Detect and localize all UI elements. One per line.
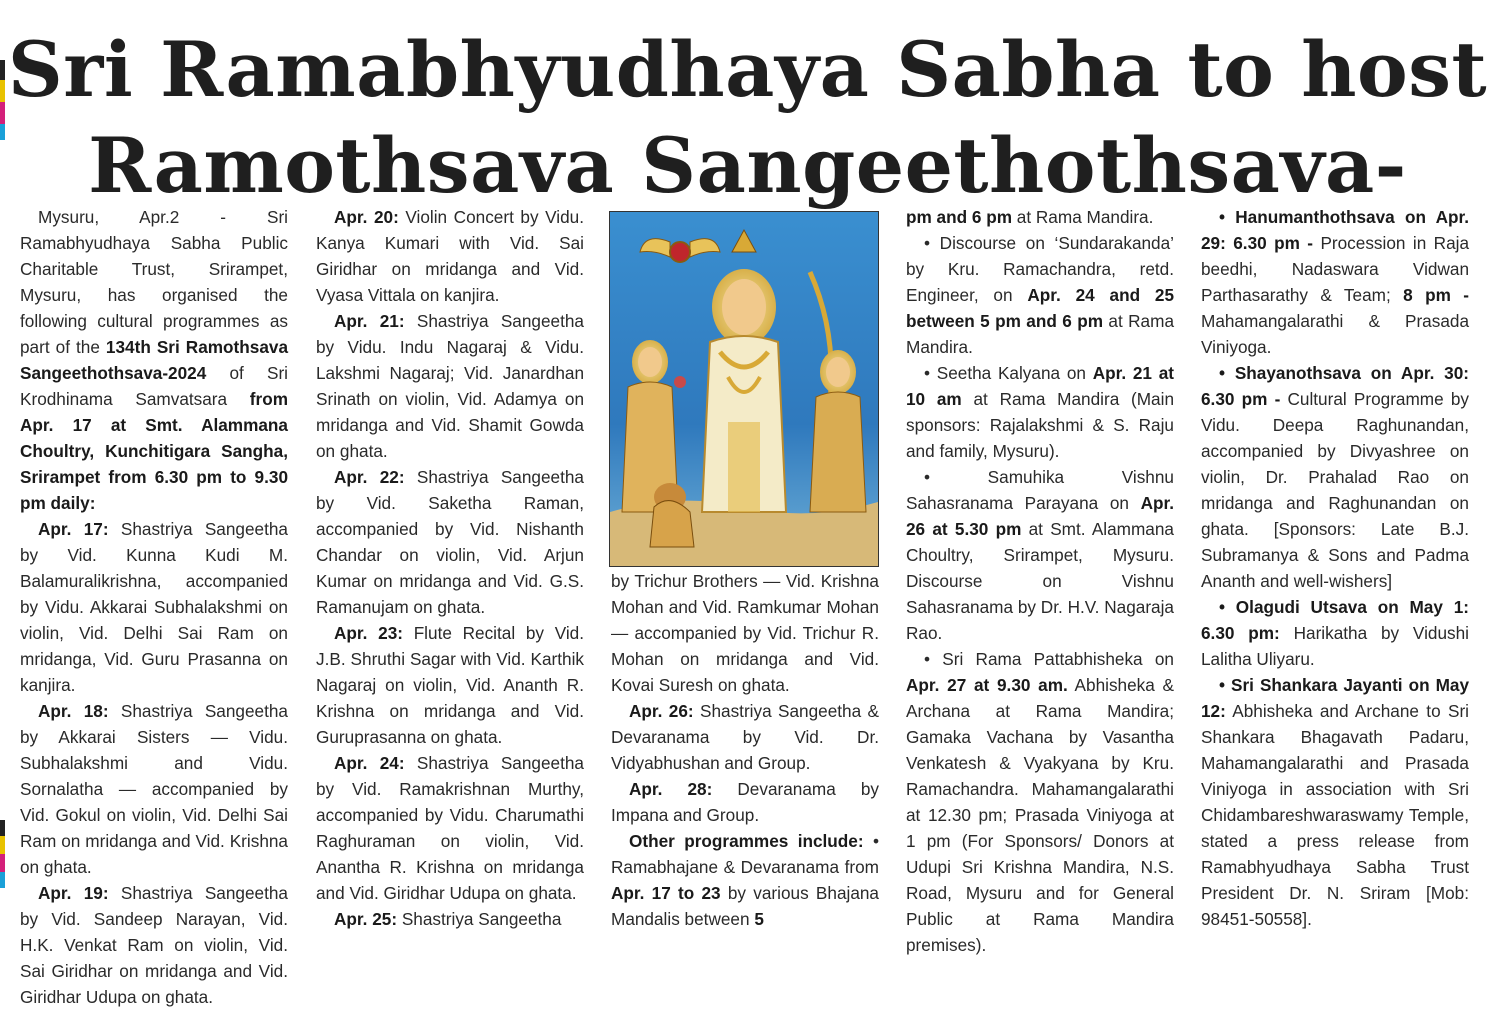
article-column-5 <box>1201 204 1469 932</box>
article-paragraph <box>20 880 288 1010</box>
bold-text-run: Apr. 18: <box>38 701 109 721</box>
bold-text-run: pm and 6 pm <box>906 207 1013 227</box>
article-paragraph <box>611 698 879 776</box>
article-paragraph <box>20 516 288 698</box>
article-paragraph <box>316 620 584 750</box>
bold-text-run: • Shayanothsava on Apr. 30: 6.30 pm - <box>1201 363 1469 409</box>
text-run: at Smt. Alammana Choultry, Srirampet, Mysuru. Discourse on Vishnu Sahasranama by Dr. H.V. Nagaraja Rao. <box>906 519 1174 643</box>
text-run: • Samuhika Vishnu Sahasranama Parayana on <box>906 467 1174 513</box>
bold-text-run: from Apr. 17 at Smt. Alammana Choultry, Kunchitigara Sangha, Srirampet from 6.30 pm to 9.30 pm daily: <box>20 389 288 513</box>
article-paragraph <box>20 698 288 880</box>
text-run: Harikatha by Vidushi Lalitha Uliyaru. <box>1201 623 1469 669</box>
bold-text-run: Apr. 17: <box>38 519 109 539</box>
bold-text-run: • Hanumanthothsava on Apr. 29: 6.30 pm - <box>1201 207 1469 253</box>
bold-text-run: 5 <box>754 909 764 929</box>
headline-line-1: Sri Ramabhyudhaya Sabha to host <box>7 25 1488 114</box>
bold-text-run: Apr. 17 to 23 <box>611 883 721 903</box>
article-paragraph <box>906 230 1174 360</box>
text-run: Mahamangalarathi & Prasada Viniyoga. <box>1201 311 1469 357</box>
text-run: at Rama Mandira (Main sponsors: Rajalakshmi & S. Raju and family, Mysuru). <box>906 389 1174 461</box>
article-paragraph <box>611 776 879 828</box>
bold-text-run: Apr. 19: <box>38 883 109 903</box>
text-run: • Seetha Kalyana on <box>924 363 1093 383</box>
article-paragraph <box>906 464 1174 646</box>
text-run: • Ramabhajane & Devaranama from <box>611 831 879 877</box>
text-run: Devaranama by Impana and Group. <box>611 779 879 825</box>
article-paragraph <box>906 646 1174 958</box>
article-paragraph <box>316 464 584 620</box>
bold-text-run: 8 pm - <box>1403 285 1469 305</box>
article-paragraph <box>906 360 1174 464</box>
bold-text-run: Apr. 24: <box>334 753 405 773</box>
bold-text-run: Apr. 20: <box>334 207 399 227</box>
text-run: Procession in Raja beedhi, Nadaswara Vidwan Parthasarathy & Team; <box>1201 233 1470 305</box>
text-run: Cultural Programme by Vidu. Deepa Raghunandan, accompanied by Divyashree on violin, Dr. Prahalad Rao on mridanga and Raghunandan on ghata. [Sponsors: Late B.J. Subramanya & Sons and Padma Ananth and well-wishers] <box>1201 389 1469 591</box>
text-run: Mysuru, Apr.2 - Sri Ramabhyudhaya Sabha Public Charitable Trust, Srirampet, Mysuru, has organised the following cultural programmes as part of the <box>20 207 288 357</box>
bold-text-run: Apr. 26 at 5.30 pm <box>906 493 1174 539</box>
rama-parivar-painting-image <box>609 211 879 567</box>
bold-text-run: Apr. 26: <box>629 701 694 721</box>
article-paragraph <box>316 204 584 308</box>
bold-text-run: Apr. 23: <box>334 623 403 643</box>
article-column-3 <box>611 568 879 932</box>
print-registration-mark <box>0 872 5 888</box>
bold-text-run: Apr. 24 and 25 between 5 pm and 6 pm <box>906 285 1174 331</box>
article-paragraph <box>20 204 288 516</box>
article-paragraph <box>611 828 879 932</box>
print-registration-mark <box>0 854 5 872</box>
article-paragraph <box>1201 360 1469 594</box>
bold-text-run: Apr. 28: <box>629 779 713 799</box>
article-paragraph <box>1201 204 1469 360</box>
text-run: Shastriya Sangeetha by Akkarai Sisters — Vidu. Subhalakshmi and Vidu. Sornalatha — accompanied by Vid. Gokul on violin, Vid. Delhi Sai Ram on mridanga and Vid. Krishna on ghata. <box>20 701 288 877</box>
bold-text-run: Apr. 27 at 9.30 am. <box>906 675 1068 695</box>
text-run: Abhisheka & Archana at Rama Mandira; Gamaka Vachana by Vasantha Venkatesh & Vyakyana by Kru. Ramachandra. Mahamangalarathi at 12.30 pm; Prasada Viniyoga at 1 pm (For Sponsors/ Donors at Udupi Sri Krishna Mandira, N.S. Road, Mysuru and for General Public at Rama Mandira premises). <box>906 675 1174 955</box>
text-run: Violin Concert by Vidu. Kanya Kumari with Vid. Sai Giridhar on mridanga and Vid. Vyasa Vittala on kanjira. <box>316 207 584 305</box>
article-column-2 <box>316 204 584 932</box>
text-run: Shastriya Sangeetha by Vid. Ramakrishnan Murthy, accompanied by Vidu. Charumathi Raghuraman on violin, Vid. Anantha R. Krishna on mridanga and Vid. Giridhar Udupa on ghata. <box>316 753 584 903</box>
bold-text-run: Apr. 22: <box>334 467 405 487</box>
bold-text-run: Apr. 21: <box>334 311 405 331</box>
text-run: of Sri Krodhinama Samvatsara <box>20 363 288 409</box>
article-column-4 <box>906 204 1174 958</box>
print-registration-mark <box>0 836 5 854</box>
article-paragraph <box>611 568 879 698</box>
text-run: Shastriya Sangeetha by Vid. Sandeep Narayan, Vid. H.K. Venkat Ram on violin, Vid. Sai Giridhar on mridanga and Vid. Giridhar Udupa on ghata. <box>20 883 288 1007</box>
text-run: by various Bhajana Mandalis between <box>611 883 879 929</box>
bold-text-run: • Sri Shankara Jayanti on May 12: <box>1201 675 1469 721</box>
text-run: at Rama Mandira. <box>906 311 1174 357</box>
text-run: • Discourse on ‘Sundarakanda’ by Kru. Ramachandra, retd. Engineer, on <box>906 233 1174 305</box>
bold-text-run: Apr. 25: <box>334 909 398 929</box>
article-column-1 <box>20 204 288 1010</box>
print-registration-mark <box>0 820 5 836</box>
text-run: Shastriya Sangeetha by Vidu. Indu Nagaraj & Vidu. Lakshmi Nagaraj; Vid. Janardhan Srinath on violin, Vid. Adamya on mridanga and Vid. Shamit Gowda on ghata. <box>316 311 584 461</box>
article-paragraph <box>316 906 584 932</box>
article-paragraph <box>316 750 584 906</box>
text-run: Flute Recital by Vid. J.B. Shruthi Sagar with Vid. Karthik Nagaraj on violin, Vid. Ananth R. Krishna on mridanga and Vid. Guruprasanna on ghata. <box>316 623 585 747</box>
text-run: • Sri Rama Pattabhisheka on <box>924 649 1174 669</box>
bold-text-run: Other programmes include: <box>629 831 864 851</box>
article-paragraph <box>1201 594 1469 672</box>
bold-text-run: 134th Sri Ramothsava Sangeethothsava-2024 <box>20 337 289 383</box>
bold-text-run: • Olagudi Utsava on May 1: 6.30 pm: <box>1201 597 1469 643</box>
article-paragraph <box>316 308 584 464</box>
text-run: Shastriya Sangeetha <box>397 909 562 929</box>
text-run: by Trichur Brothers — Vid. Krishna Mohan and Vid. Ramkumar Mohan — accompanied by Vid. Trichur R. Mohan on mridanga and Vid. Kovai Suresh on ghata. <box>611 571 879 695</box>
text-run: Shastriya Sangeetha by Vid. Kunna Kudi M. Balamuralikrishna, accompanied by Vidu. Akkarai Subhalakshmi on violin, Vid. Delhi Sai Ram on mridanga, Vid. Guru Prasanna on kanjira. <box>20 519 288 695</box>
text-run: Abhisheka and Archane to Sri Shankara Bhagavath Padaru, Mahamangalarathi and Prasada Viniyoga in association with Sri Chidambareshwaraswamy Temple, stated a press release from Ramabhyudhaya Sabha Trust President Dr. N. Sriram [Mob: 98451-50558]. <box>1201 701 1469 929</box>
article-paragraph <box>1201 672 1469 932</box>
bold-text-run: Apr. 21 at 10 am <box>906 363 1174 409</box>
headline-line-2: Ramothsava Sangeethothsava- <box>88 121 1407 210</box>
text-run: Shastriya Sangeetha & Devaranama by Vid. Dr. Vidyabhushan and Group. <box>611 701 879 773</box>
text-run: Shastriya Sangeetha by Vid. Saketha Raman, accompanied by Vid. Nishanth Chandar on violin, Vid. Arjun Kumar on mridanga and Vid. G.S. Ramanujam on ghata. <box>316 467 584 617</box>
text-run: at Rama Mandira. <box>1012 207 1154 227</box>
article-paragraph <box>906 204 1174 230</box>
